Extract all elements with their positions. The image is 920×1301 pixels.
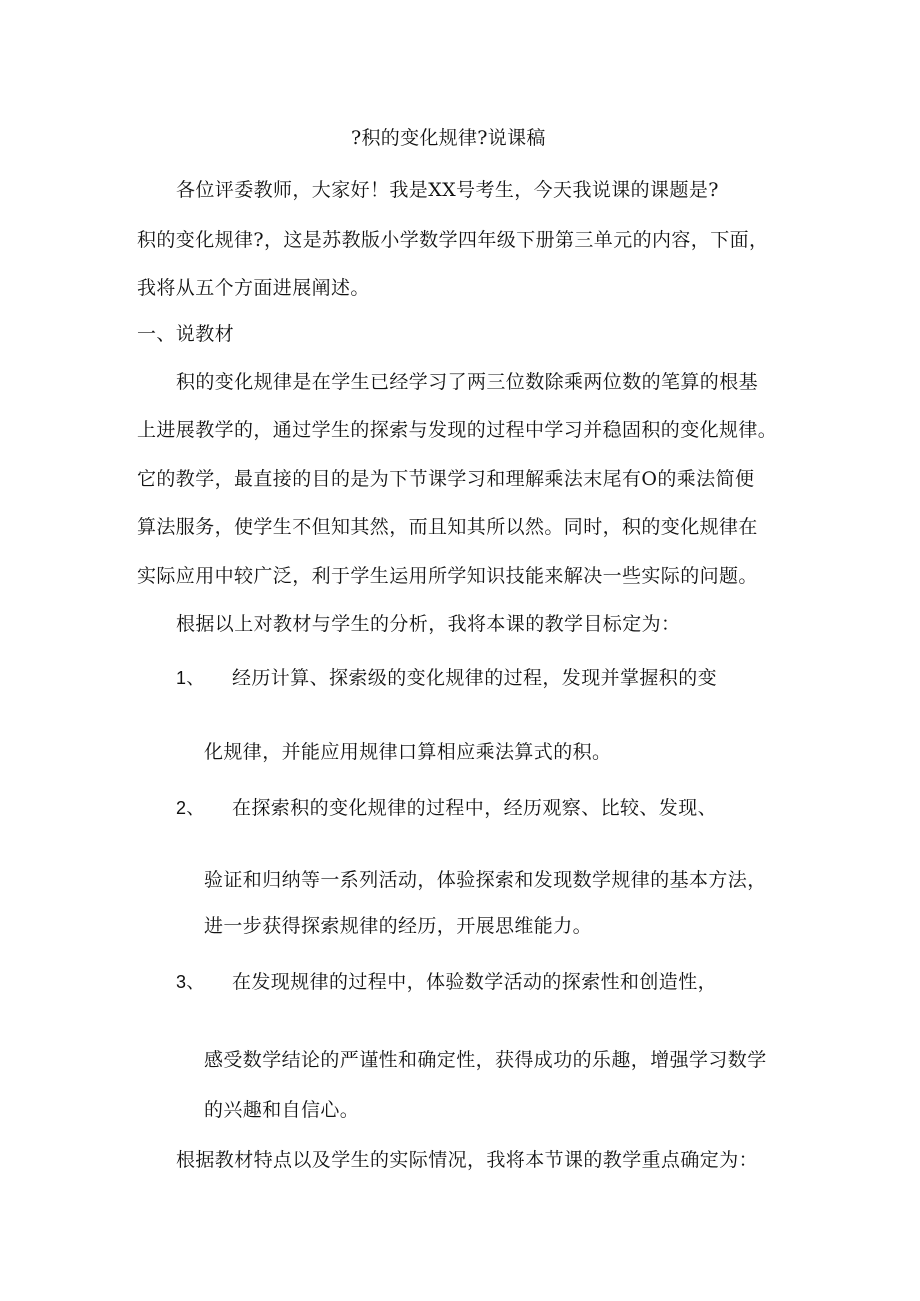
intro-line-2: 积的变化规律?，这是苏教版小学数学四年级下册第三单元的内容，下面， <box>137 229 769 251</box>
goal-2-line-3: 进一步获得探索规律的经历，开展思维能力。 <box>204 915 593 937</box>
intro-line-1: 各位评委教师，大家好！我是XX号考生，今天我说课的课题是? <box>176 179 719 201</box>
goal-1-line-2: 化规律，并能应用规律口算相应乘法算式的积。 <box>204 741 612 763</box>
document-title: ?积的变化规律?说课稿 <box>351 127 546 149</box>
goal-1-line-1: 经历计算、探索级的变化规律的过程，发现并掌握积的变 <box>232 667 718 689</box>
goal-2-line-2: 验证和归纳等一系列活动，体验探索和发现数学规律的基本方法， <box>204 869 767 891</box>
goal-3-number: 3、 <box>176 972 205 992</box>
section1-line-5: 实际应用中较广泛，利于学生运用所学知识技能来解决一些实际的问题。 <box>137 565 758 587</box>
section1-line-4: 算法服务，使学生不但知其然，而且知其所以然。同时，积的变化规律在 <box>137 516 758 538</box>
goal-3-line-2: 感受数学结论的严谨性和确定性，获得成功的乐趣，增强学习数学 <box>204 1049 767 1071</box>
goal-3-line-3: 的兴趣和自信心。 <box>204 1099 360 1121</box>
section1-line-3: 它的教学，最直接的目的是为下节课学习和理解乘法末尾有O的乘法简便 <box>137 468 755 490</box>
intro-line-3: 我将从五个方面进展阐述。 <box>137 277 370 299</box>
goal-2-number: 2、 <box>176 798 205 818</box>
section-heading: 一、说教材 <box>137 323 235 345</box>
goals-intro: 根据以上对教材与学生的分析，我将本课的教学目标定为： <box>176 613 681 635</box>
section1-line-2: 上进展教学的，通过学生的探索与发现的过程中学习并稳固积的变化规律。 <box>137 419 778 441</box>
goal-2-line-1: 在探索积的变化规律的过程中，经历观察、比较、发现、 <box>232 797 718 819</box>
goal-3-line-1: 在发现规律的过程中，体验数学活动的探索性和创造性， <box>232 971 718 993</box>
closing-line: 根据教材特点以及学生的实际情况，我将本节课的教学重点确定为： <box>176 1149 759 1171</box>
section1-line-1: 积的变化规律是在学生已经学习了两三位数除乘两位数的笔算的根基 <box>176 371 759 393</box>
goal-1-number: 1、 <box>176 668 205 688</box>
